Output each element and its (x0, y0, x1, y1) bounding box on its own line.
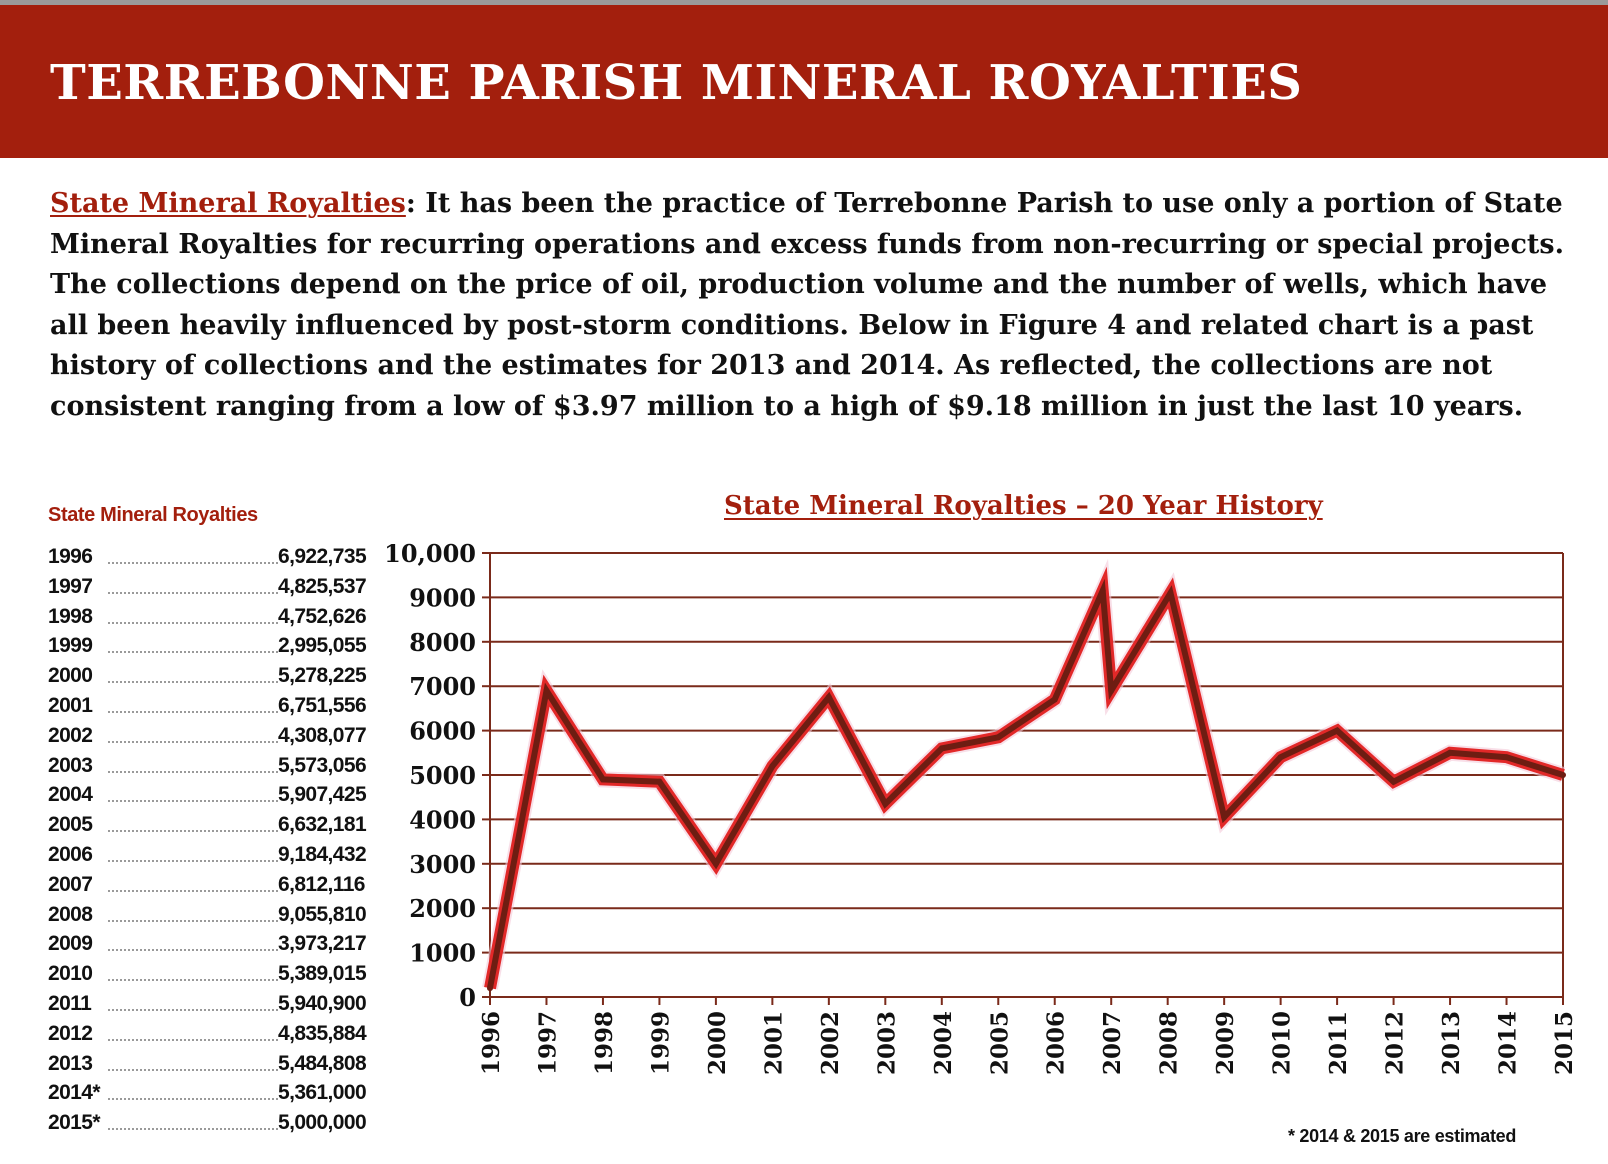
row-value: 6,632,181 (278, 813, 367, 837)
row-value: 5,000,000 (278, 1111, 367, 1135)
x-tick-label: 2011 (1325, 1011, 1353, 1076)
row-year: 2002 (48, 723, 93, 747)
row-year: 2005 (48, 813, 93, 837)
row-year: 2004 (48, 783, 93, 807)
y-tick-label: 6000 (409, 716, 476, 746)
x-tick-label: 2014 (1494, 1011, 1522, 1076)
y-tick-label: 3000 (409, 849, 476, 879)
x-tick-label: 2005 (986, 1011, 1014, 1076)
row-value: 5,484,808 (278, 1051, 367, 1075)
row-year: 2013 (48, 1051, 93, 1075)
data-point (1334, 728, 1340, 734)
x-tick-label: 2008 (1155, 1011, 1183, 1076)
row-value: 2,995,055 (278, 634, 367, 658)
x-tick-label: 2003 (873, 1011, 901, 1076)
data-point (1504, 754, 1510, 760)
data-point (826, 694, 832, 700)
data-point (1560, 772, 1566, 778)
x-tick-label: 2002 (816, 1011, 844, 1076)
y-tick-label: 10,000 (384, 539, 476, 568)
row-value: 6,751,556 (278, 693, 367, 717)
x-tick-label: 2007 (1099, 1011, 1127, 1076)
row-year: 2009 (48, 932, 93, 956)
row-year: 2015* (48, 1111, 100, 1135)
row-value: 5,389,015 (278, 962, 367, 986)
y-tick-label: 0 (459, 983, 476, 1012)
data-point (1221, 814, 1227, 820)
data-point (1108, 688, 1114, 694)
x-tick-label: 2015 (1551, 1011, 1578, 1076)
data-point (939, 745, 945, 751)
row-value: 3,973,217 (278, 932, 367, 956)
series-line (490, 591, 1563, 988)
x-tick-label: 2012 (1381, 1011, 1409, 1076)
row-year: 2000 (48, 664, 93, 688)
y-tick-label: 4000 (409, 805, 476, 835)
row-value: 9,055,810 (278, 902, 367, 926)
row-value: 5,573,056 (278, 753, 367, 777)
row-year: 2010 (48, 962, 93, 986)
data-point (656, 779, 662, 785)
x-tick-label: 2001 (760, 1011, 788, 1076)
row-year: 1998 (48, 604, 93, 628)
data-point (769, 763, 775, 769)
row-year: 1999 (48, 634, 93, 658)
x-tick-label: 2004 (929, 1011, 957, 1076)
x-tick-label: 1999 (647, 1011, 675, 1076)
data-point (882, 801, 888, 807)
series-line-outer (490, 591, 1563, 988)
data-point (1391, 779, 1397, 785)
data-point (543, 688, 549, 694)
x-tick-label: 2010 (1268, 1011, 1296, 1076)
data-point (1168, 590, 1174, 596)
data-point (1278, 754, 1284, 760)
row-year: 2012 (48, 1021, 93, 1045)
x-tick-label: 1996 (478, 1011, 505, 1076)
y-tick-label: 1000 (409, 938, 476, 968)
footnote: * 2014 & 2015 are estimated (1288, 1126, 1517, 1146)
data-point (995, 734, 1001, 740)
x-tick-label: 2000 (703, 1011, 731, 1076)
data-point (487, 985, 493, 991)
row-value: 5,278,225 (278, 664, 367, 688)
y-tick-label: 2000 (409, 894, 476, 924)
table-title: State Mineral Royalties (48, 504, 258, 526)
intro-text: : It has been the practice of Terrebonne Parish to use only a portion of State Mineral Royalties for recurring operations and excess funds from non-recurring or special projects. The collections depend on the price of oil, production volume and the number of wells, which have all been heavily influenced by post-storm conditions. Below in Figure 4 and related chart is a past history of collections and the estimates for 2013 and 2014. As reflected, the collections are not consistent ranging from a low of $3.97 million to a high of $9.18 million in just the last 10 years. (50, 188, 1564, 422)
row-value: 5,907,425 (278, 783, 367, 807)
row-year: 2008 (48, 902, 93, 926)
row-year: 2007 (48, 872, 93, 896)
row-year: 2011 (48, 991, 92, 1015)
row-value: 4,825,537 (278, 574, 367, 598)
x-tick-label: 1998 (590, 1011, 618, 1076)
row-value: 6,812,116 (278, 872, 365, 896)
row-year: 2014* (48, 1081, 100, 1105)
row-year: 2001 (48, 693, 93, 717)
x-tick-label: 2009 (1212, 1011, 1240, 1076)
y-tick-label: 7000 (409, 672, 476, 702)
intro-lead: State Mineral Royalties (50, 188, 406, 219)
row-value: 5,940,900 (278, 991, 367, 1015)
y-tick-label: 8000 (409, 627, 476, 657)
x-tick-label: 2013 (1438, 1011, 1466, 1076)
row-year: 1996 (48, 545, 93, 568)
row-value: 4,835,884 (278, 1021, 367, 1045)
y-tick-label: 5000 (409, 761, 476, 790)
row-value: 5,361,000 (278, 1081, 367, 1105)
series-line-glow (490, 591, 1563, 988)
row-value: 4,308,077 (278, 723, 367, 747)
data-point (1052, 697, 1058, 703)
x-tick-label: 2006 (1042, 1011, 1070, 1076)
row-value: 4,752,626 (278, 604, 367, 628)
chart-title: State Mineral Royalties – 20 Year History (724, 491, 1323, 521)
page-title: TERREBONNE PARISH MINERAL ROYALTIES (50, 55, 1303, 111)
data-point (600, 776, 606, 782)
data-point (1447, 750, 1453, 756)
row-value: 6,922,735 (278, 545, 367, 568)
data-point (713, 861, 719, 867)
row-year: 2003 (48, 753, 93, 777)
row-year: 2006 (48, 842, 93, 866)
row-value: 9,184,432 (278, 842, 367, 866)
x-tick-label: 1997 (534, 1011, 562, 1076)
y-tick-label: 9000 (409, 583, 476, 613)
row-year: 1997 (48, 574, 93, 598)
data-point (1100, 588, 1106, 594)
